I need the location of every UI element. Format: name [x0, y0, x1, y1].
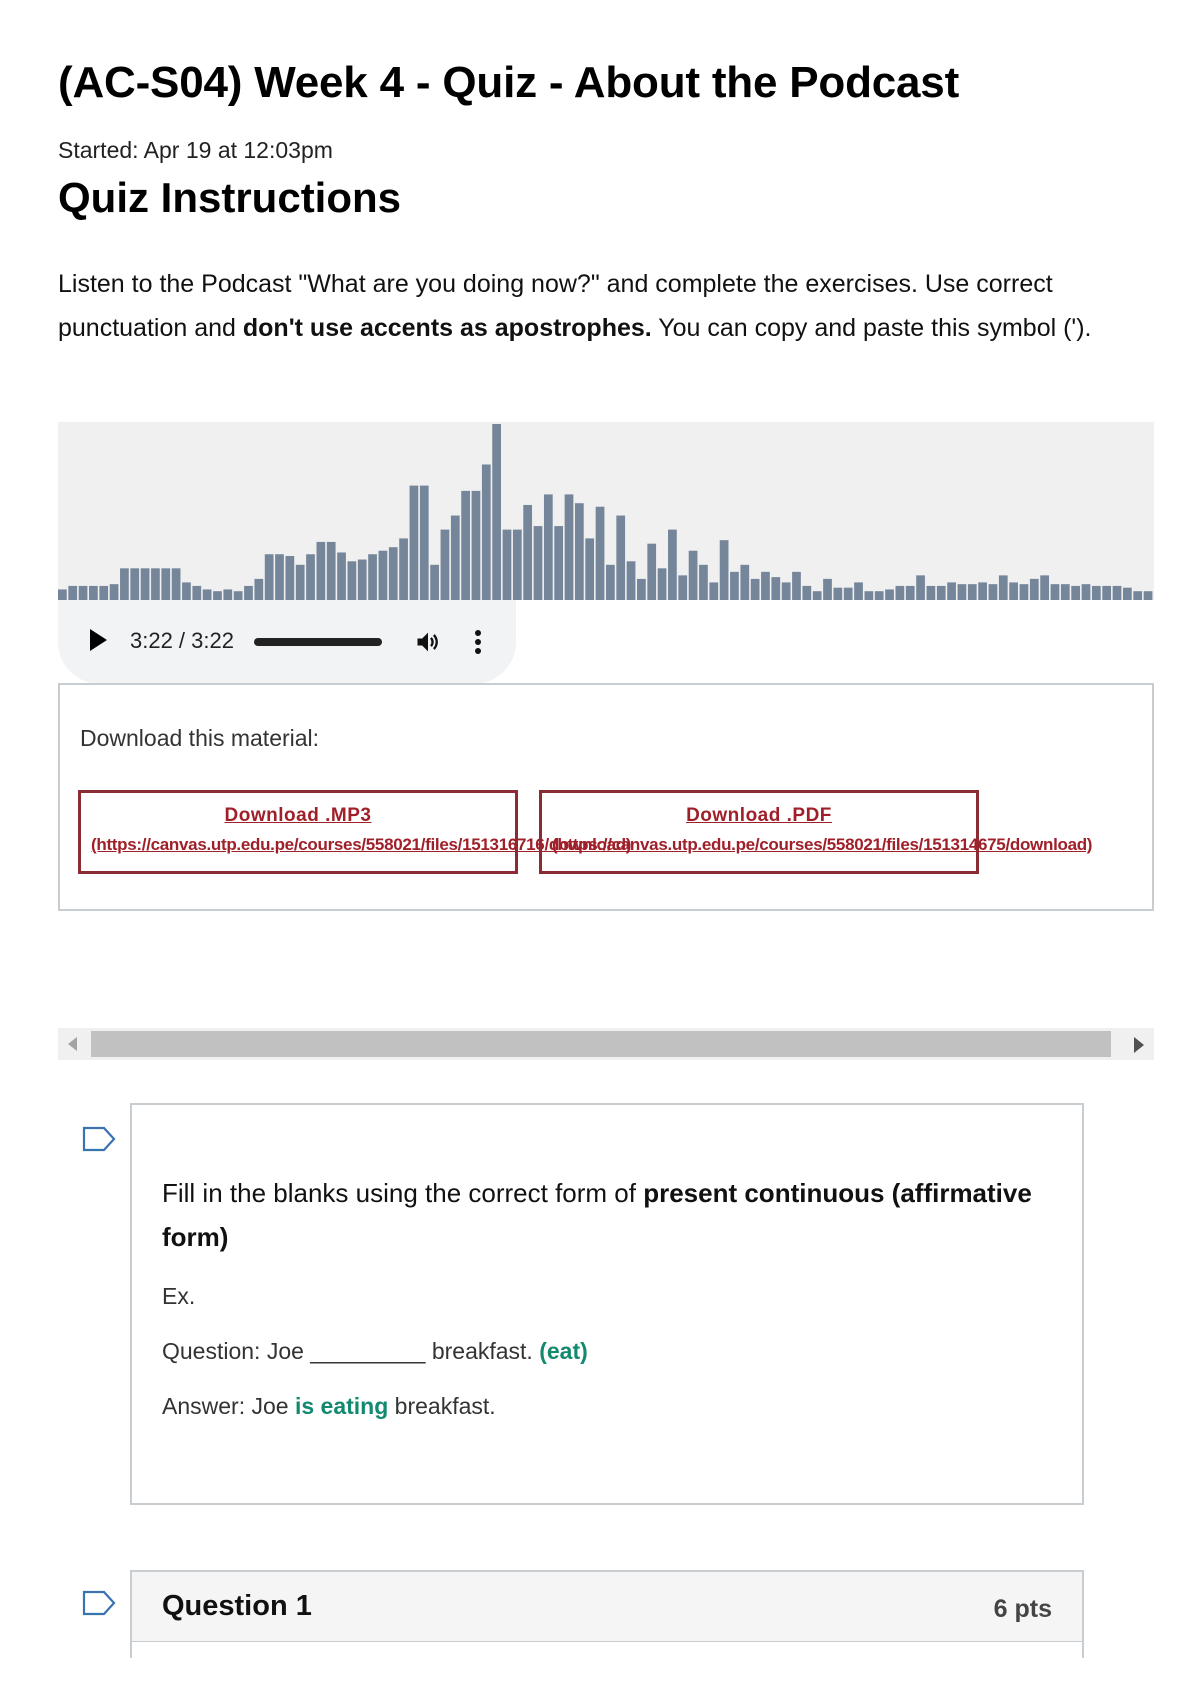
waveform-bar: [120, 568, 129, 600]
waveform-bar: [844, 588, 853, 600]
waveform-bar: [782, 582, 791, 600]
waveform-bar: [875, 591, 884, 600]
example-answer-suffix: breakfast.: [388, 1393, 496, 1419]
waveform-bar: [89, 586, 98, 600]
waveform-bar: [327, 542, 336, 600]
waveform-bar: [1144, 591, 1153, 600]
horizontal-scrollbar[interactable]: [58, 1028, 1154, 1060]
waveform-bar: [627, 561, 636, 600]
waveform-bar: [989, 584, 998, 600]
waveform-bar: [275, 554, 284, 600]
waveform-bar: [203, 589, 212, 600]
more-options-icon[interactable]: [474, 628, 482, 656]
instructions-text: [58, 262, 1158, 350]
text-question-card: [130, 1103, 1084, 1505]
volume-icon[interactable]: [414, 628, 442, 656]
waveform-bar: [441, 530, 450, 600]
download-mp3-label[interactable]: Download .MP3: [224, 805, 372, 826]
waveform-bar: [813, 591, 822, 600]
waveform-bar: [565, 494, 574, 600]
waveform-bar: [1040, 575, 1049, 600]
example-question: [162, 1338, 588, 1365]
waveform-bar: [213, 591, 222, 600]
waveform-bar: [192, 586, 201, 600]
waveform-bar: [244, 586, 253, 600]
waveform-bar: [410, 486, 419, 600]
waveform-bar: [668, 530, 677, 600]
download-heading: Download this material:: [80, 725, 320, 751]
waveform-bar: [99, 586, 108, 600]
waveform-bar: [1030, 579, 1039, 600]
instructions-text-2: You can copy and paste this symbol (').: [651, 314, 1092, 342]
waveform-bar: [368, 554, 377, 600]
waveform-bar: [358, 560, 367, 600]
waveform-bar: [906, 586, 915, 600]
waveform-bar: [472, 491, 481, 600]
waveform-bar: [833, 588, 842, 600]
waveform-bar: [523, 505, 532, 600]
example-label: Ex.: [162, 1283, 196, 1309]
waveform-bar: [647, 544, 656, 600]
waveform-bar: [1092, 586, 1101, 600]
waveform-bar: [1102, 586, 1111, 600]
flag-question-icon[interactable]: [82, 1126, 116, 1152]
waveform-bar: [182, 582, 191, 600]
waveform-bar: [730, 572, 739, 600]
waveform-bar: [337, 552, 346, 600]
waveform-bar: [513, 530, 522, 600]
waveform-bar: [740, 565, 749, 600]
instructions-text-1: Listen to the Podcast "What are you doing now?" and complete the exercises. Use correct punctuation and: [58, 270, 1053, 342]
instructions-bold: don't use accents as apostrophes.: [242, 314, 652, 342]
waveform-bar: [141, 568, 150, 600]
waveform-bar: [927, 586, 936, 600]
waveform-bar: [503, 530, 512, 600]
download-pdf-url[interactable]: (https://canvas.utp.edu.pe/courses/558021/files/151314675/download): [552, 835, 1093, 854]
download-pdf-label[interactable]: Download .PDF: [686, 805, 832, 826]
waveform-bar: [68, 586, 77, 600]
waveform-bar: [1082, 584, 1091, 600]
started-timestamp: Started: Apr 19 at 12:03pm: [58, 137, 333, 163]
waveform-bar: [709, 582, 718, 600]
flag-question-icon[interactable]: [82, 1590, 116, 1616]
waveform-bar: [792, 572, 801, 600]
play-icon[interactable]: [90, 629, 107, 651]
waveform-bar: [720, 540, 729, 600]
waveform-bar: [1020, 584, 1029, 600]
question-title: Question 1: [162, 1590, 312, 1622]
waveform-bar: [461, 491, 470, 600]
waveform-bar: [1123, 588, 1132, 600]
waveform-bar: [596, 507, 605, 600]
waveform-bar: [916, 575, 925, 600]
waveform-bar: [130, 568, 139, 600]
waveform-bar: [316, 542, 325, 600]
waveform-bar: [389, 547, 398, 600]
waveform-bar: [399, 538, 408, 600]
audio-waveform: [58, 422, 1154, 600]
instructions-heading: Quiz Instructions: [58, 174, 402, 221]
waveform-bar: [699, 565, 708, 600]
waveform-bar: [306, 554, 315, 600]
waveform-bar: [1133, 591, 1142, 600]
waveform-bar: [172, 568, 181, 600]
waveform-bar: [223, 589, 232, 600]
waveform-bar: [79, 586, 88, 600]
waveform-bar: [637, 579, 646, 600]
waveform-bar: [896, 586, 905, 600]
waveform-bar: [534, 526, 543, 600]
waveform-bar: [689, 551, 698, 600]
waveform-bar: [254, 579, 263, 600]
waveform-bar: [823, 579, 832, 600]
text-question-heading: [162, 1171, 1042, 1259]
waveform-bar: [678, 575, 687, 600]
waveform-bar: [658, 568, 667, 600]
audio-time: 3:22 / 3:22: [130, 628, 234, 653]
waveform-bar: [1051, 584, 1060, 600]
waveform-bar: [1061, 584, 1070, 600]
waveform-bar: [285, 556, 294, 600]
waveform-bar: [451, 516, 460, 600]
question-body: [130, 1642, 1084, 1658]
waveform-bar: [575, 503, 584, 600]
waveform-bar: [151, 568, 160, 600]
waveform-bar: [1071, 586, 1080, 600]
waveform-bar: [585, 538, 594, 600]
page-title: (AC-S04) Week 4 - Quiz - About the Podcast: [58, 58, 960, 107]
waveform-bar: [864, 591, 873, 600]
waveform-bar: [761, 572, 770, 600]
waveform-bar: [1009, 582, 1018, 600]
waveform-bar: [947, 582, 956, 600]
download-mp3-url[interactable]: (https://canvas.utp.edu.pe/courses/558021/files/151316716/download): [91, 835, 632, 854]
waveform-bar: [379, 551, 388, 600]
waveform-bar: [606, 565, 615, 600]
waveform-bar: [482, 464, 491, 600]
example-answer-prefix: Answer: Joe: [162, 1393, 295, 1419]
waveform-bar: [348, 561, 357, 600]
waveform-bar: [968, 584, 977, 600]
download-pdf-link[interactable]: [539, 790, 1093, 874]
audio-progress-bar[interactable]: [254, 638, 382, 646]
waveform-bar: [265, 554, 274, 600]
waveform-bar: [161, 568, 170, 600]
waveform-bar: [110, 584, 119, 600]
waveform-bar: [937, 586, 946, 600]
download-mp3-link[interactable]: [78, 790, 632, 874]
waveform-bar: [1113, 586, 1122, 600]
example-answer: [162, 1393, 496, 1420]
waveform-bar: [58, 589, 67, 600]
question-header: [130, 1570, 1084, 1642]
waveform-bar: [999, 575, 1008, 600]
waveform-bar: [430, 565, 439, 600]
example-answer-highlight: is eating: [294, 1393, 389, 1419]
waveform-bar: [978, 582, 987, 600]
example-question-text: Question: Joe _________ breakfast.: [162, 1338, 540, 1364]
waveform-bar: [802, 586, 811, 600]
waveform-bar: [854, 582, 863, 600]
waveform-bar: [492, 424, 501, 600]
waveform-bar: [420, 486, 429, 600]
question-points: 6 pts: [993, 1595, 1052, 1623]
waveform-bar: [616, 516, 625, 600]
scrollbar-thumb[interactable]: [91, 1031, 1111, 1057]
waveform-bar: [234, 591, 243, 600]
waveform-bar: [544, 494, 553, 600]
scroll-left-arrow-icon[interactable]: [68, 1037, 77, 1051]
download-material-box: [58, 683, 1154, 911]
text-question-heading-1: Fill in the blanks using the correct form of: [162, 1178, 644, 1208]
waveform-bar: [885, 589, 894, 600]
waveform-bar: [771, 577, 780, 600]
waveform-bar: [958, 584, 967, 600]
waveform-bar: [554, 526, 563, 600]
waveform-graphic: [58, 422, 1154, 600]
waveform-bar: [296, 565, 305, 600]
text-question-heading-bold: present continuous (affirmative form): [162, 1178, 1032, 1252]
scroll-right-arrow-icon[interactable]: [1134, 1037, 1144, 1053]
example-question-hint: (eat): [539, 1338, 588, 1364]
audio-player: [58, 600, 516, 684]
waveform-bar: [751, 579, 760, 600]
